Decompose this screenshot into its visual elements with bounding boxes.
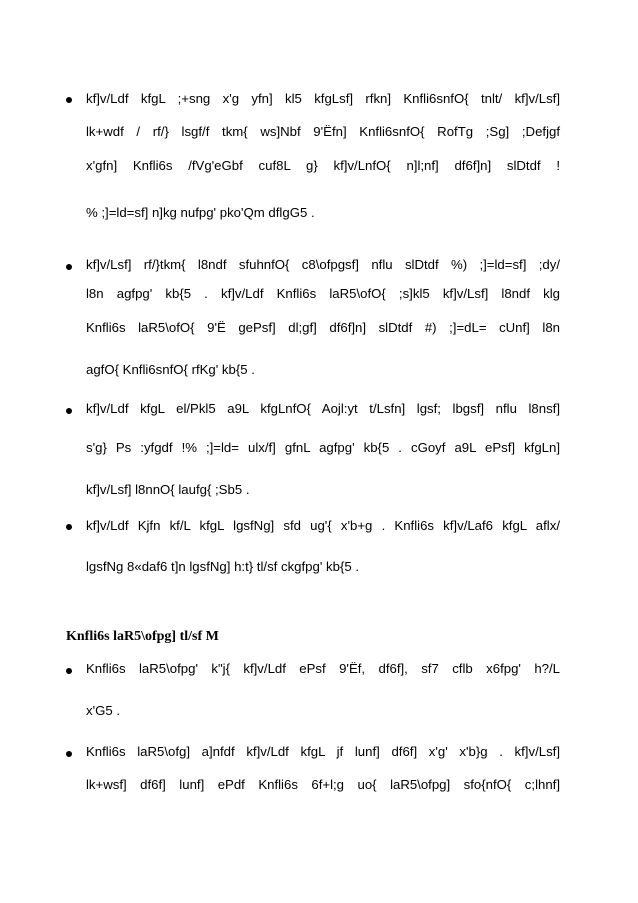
paragraph-line: Knfli6s laR5\ofpg' k"j{ kf]v/Ldf ePsf 9'Ëf, df6f], sf7 cflb x6fpg' h?/L xyxy=(86,661,560,676)
paragraph-line: kf]v/Ldf kfgL el/Pkl5 a9L kfgLnfO{ Aojl:yt t/Lsfn] lgsf; lbgsf] nflu l8nsf] xyxy=(86,401,560,416)
paragraph-line: kf]v/Ldf Kjfn kf/L kfgL lgsfNg] sfd ug'{ x'b+g . Knfli6s kf]v/Laf6 kfgL aflx/ xyxy=(86,518,560,533)
section-heading: Knfli6s laR5\ofpg] tl/sf M xyxy=(66,629,219,644)
bullet-icon xyxy=(66,264,72,270)
paragraph-line: % ;]=ld=sf] n]kg nufpg' pko'Qm dflgG5 . xyxy=(86,205,315,220)
paragraph-line: lk+wsf] df6f] lunf] ePdf Knfli6s 6f+l;g uo{ laR5\ofpg] sfo{nfO{ c;lhnf] xyxy=(86,777,560,792)
bullet-icon xyxy=(66,524,72,530)
paragraph-line: l8n agfpg' kb{5 . kf]v/Ldf Knfli6s laR5\ofO{ ;s]kl5 kf]v/Lsf] l8ndf klg xyxy=(86,286,560,301)
paragraph-line: x'G5 . xyxy=(86,703,121,718)
bullet-icon xyxy=(66,97,72,103)
paragraph-line: lgsfNg 8«daf6 t]n lgsfNg] h:t} tl/sf ckgfpg' kb{5 . xyxy=(86,559,360,574)
paragraph-line: kf]v/Lsf] rf/}tkm{ l8ndf sfuhnfO{ c8\ofpgsf] nflu slDtdf %) ;]=ld=sf] ;dy/ xyxy=(86,257,560,272)
paragraph-line: Knfli6s laR5\ofO{ 9'Ë gePsf] dl;gf] df6f]n] slDtdf #) ;]=dL= cUnf] l8n xyxy=(86,320,560,335)
bullet-icon xyxy=(66,751,72,757)
paragraph-line: x'gfn] Knfli6s /fVg'eGbf cuf8L g} kf]v/LnfO{ n]l;nf] df6f]n] slDtdf ! xyxy=(86,158,560,173)
paragraph-line: agfO{ Knfli6snfO{ rfKg' kb{5 . xyxy=(86,362,255,377)
paragraph-line: kf]v/Ldf kfgL ;+sng x'g yfn] kl5 kfgLsf] rfkn] Knfli6snfO{ tnlt/ kf]v/Lsf] xyxy=(86,91,560,106)
bullet-icon xyxy=(66,408,72,414)
bullet-icon xyxy=(66,668,72,674)
paragraph-line: Knfli6s laR5\ofg] a]nfdf kf]v/Ldf kfgL jf lunf] df6f] x'g' x'b}g . kf]v/Lsf] xyxy=(86,744,560,759)
paragraph-line: lk+wdf / rf/} lsgf/f tkm{ ws]Nbf 9'Ëfn] Knfli6snfO{ RofTg ;Sg] ;Defjgf xyxy=(86,124,560,139)
paragraph-line: kf]v/Lsf] l8nnO{ laufg{ ;Sb5 . xyxy=(86,482,250,497)
paragraph-line: s'g} Ps :yfgdf !% ;]=ld= ulx/f] gfnL agfpg' kb{5 . cGoyf a9L ePsf] kfgLn] xyxy=(86,440,560,455)
